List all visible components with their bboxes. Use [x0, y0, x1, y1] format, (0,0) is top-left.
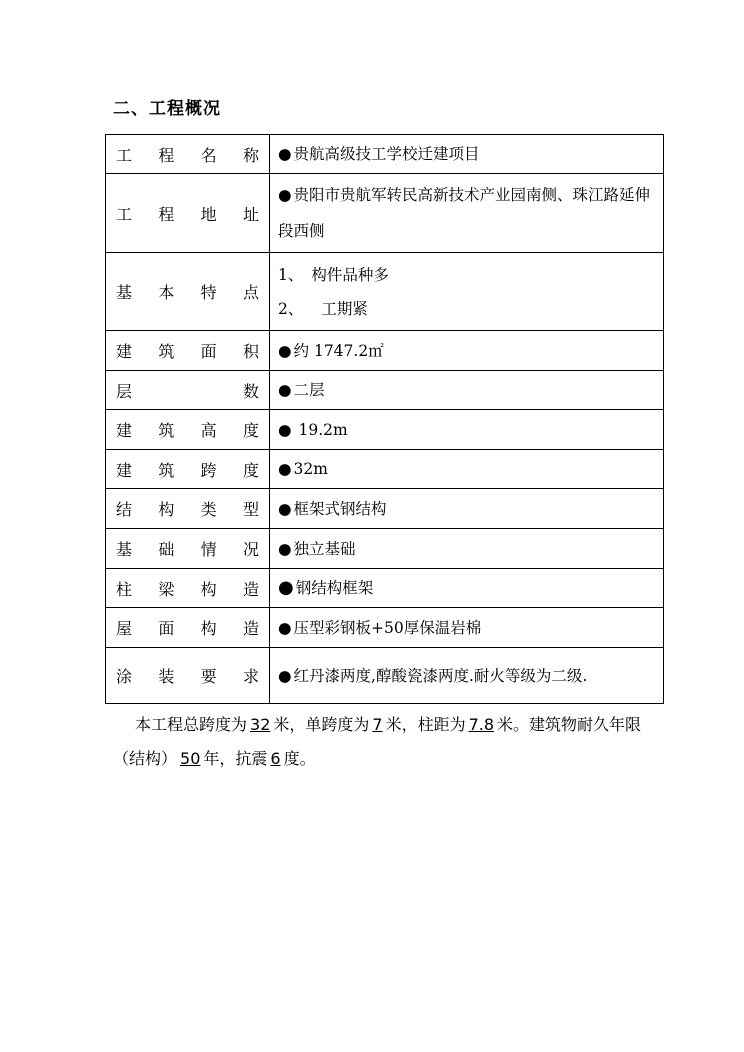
label-char: 况	[242, 540, 259, 559]
label-chars	[116, 537, 259, 560]
row-label	[106, 608, 270, 648]
building-height-value: 19.2m	[298, 420, 348, 439]
table-row	[106, 135, 664, 174]
bullet-icon: ●	[278, 381, 292, 399]
label-char: 基	[116, 283, 133, 302]
label-char: 址	[242, 204, 259, 224]
summary-text: 米，柱距为	[385, 715, 466, 734]
label-char: 求	[242, 667, 259, 686]
label-chars	[116, 339, 259, 362]
label-char: 类	[200, 500, 217, 519]
row-value	[270, 135, 664, 174]
project-address-value: 贵阳市贵航军转民高新技术产业园南侧、珠江路延伸段西侧	[278, 186, 651, 240]
table-row	[106, 174, 664, 253]
label-char: 程	[158, 145, 175, 165]
label-char: 型	[242, 500, 259, 519]
column-spacing-value: 7.8	[468, 715, 495, 734]
label-char: 涂	[116, 667, 133, 686]
row-value	[270, 608, 664, 648]
label-chars	[116, 280, 259, 303]
label-chars	[116, 458, 259, 481]
table-row	[106, 608, 664, 648]
bullet-icon: ●	[278, 186, 292, 204]
row-value	[270, 174, 664, 253]
table-row	[106, 529, 664, 569]
label-char: 屋	[116, 619, 133, 638]
durability-value: 50	[180, 749, 201, 768]
label-char: 跨	[200, 460, 217, 480]
label-char: 程	[158, 204, 175, 224]
label-chars	[116, 577, 259, 600]
structure-type-value: 框架式钢结构	[293, 499, 387, 518]
project-overview-table	[105, 134, 664, 704]
list-number: 1、	[278, 265, 304, 284]
label-chars	[116, 379, 259, 402]
summary-text: 本工程总跨度为	[135, 715, 248, 734]
floors-value: 二层	[293, 381, 325, 399]
summary-text: 米，单跨度为	[273, 715, 370, 734]
table-row	[106, 331, 664, 371]
bullet-icon: ●	[278, 145, 292, 163]
label-char: 称	[242, 145, 259, 165]
label-char: 工	[116, 204, 133, 224]
list-item	[278, 292, 657, 326]
seismic-value: 6	[270, 749, 281, 768]
label-char: 层	[116, 381, 133, 401]
row-label	[106, 174, 270, 253]
column-beam-value: 钢结构框架	[295, 579, 374, 597]
label-char: 建	[116, 421, 133, 440]
label-char: 造	[242, 579, 259, 599]
row-label	[106, 331, 270, 371]
bullet-icon: ●	[278, 341, 292, 360]
row-label	[106, 569, 270, 608]
section-title: 二、工程概况	[113, 99, 221, 119]
row-label	[106, 529, 270, 569]
building-span-value: 32m	[293, 460, 328, 478]
row-label	[106, 648, 270, 704]
label-chars	[116, 143, 259, 166]
label-char: 构	[158, 500, 175, 519]
label-char: 建	[116, 342, 133, 361]
label-chars	[116, 664, 259, 687]
row-label	[106, 135, 270, 174]
row-value	[270, 569, 664, 608]
label-char: 本	[158, 283, 175, 302]
label-char: 特	[200, 283, 217, 302]
label-char: 基	[116, 540, 133, 559]
label-char: 名	[200, 145, 217, 165]
label-char: 筑	[158, 460, 175, 480]
row-label	[106, 371, 270, 410]
label-char: 面	[200, 342, 217, 361]
label-char: 积	[242, 342, 259, 361]
label-char: 造	[242, 619, 259, 638]
label-char: 装	[158, 667, 175, 686]
table-row	[106, 648, 664, 704]
label-char: 工	[116, 145, 133, 165]
single-span-value: 7	[372, 715, 383, 734]
label-char: 梁	[158, 579, 175, 599]
label-chars	[116, 497, 259, 520]
list-text: 构件品种多	[311, 265, 389, 284]
bullet-icon: ●	[278, 577, 294, 598]
label-char: 筑	[158, 421, 175, 440]
table-row	[106, 569, 664, 608]
row-value	[270, 410, 664, 450]
summary-text: 米。建筑物耐久年限（结构）	[113, 715, 642, 768]
bullet-icon: ●	[278, 666, 292, 685]
label-char: 柱	[116, 579, 133, 599]
row-label	[106, 450, 270, 489]
label-chars	[116, 418, 259, 441]
row-label	[106, 253, 270, 331]
row-value	[270, 529, 664, 569]
row-value	[270, 253, 664, 331]
row-value	[270, 331, 664, 371]
foundation-value: 独立基础	[293, 539, 356, 558]
label-char: 础	[158, 540, 175, 559]
floor-area-value: 约 1747.2㎡	[293, 341, 384, 360]
row-label	[106, 410, 270, 450]
label-char: 结	[116, 500, 133, 519]
label-char: 构	[200, 619, 217, 638]
label-char: 要	[200, 667, 217, 686]
label-char: 高	[200, 421, 217, 440]
coating-value: 红丹漆两度,醇酸瓷漆两度.耐火等级为二级.	[293, 666, 588, 685]
label-char: 地	[200, 204, 217, 224]
summary-text: 度。	[283, 749, 316, 768]
row-value	[270, 489, 664, 529]
table-row	[106, 410, 664, 450]
label-chars	[116, 616, 259, 639]
project-name-value: 贵航高级技工学校迁建项目	[293, 145, 480, 163]
label-char: 点	[242, 283, 259, 302]
list-number: 2、	[278, 299, 304, 318]
row-label	[106, 489, 270, 529]
label-chars	[116, 202, 259, 225]
row-value	[270, 371, 664, 410]
label-char: 度	[242, 460, 259, 480]
bullet-icon: ●	[278, 420, 292, 439]
summary-text: 年，抗震	[203, 749, 268, 768]
label-char: 度	[242, 421, 259, 440]
table-row	[106, 253, 664, 331]
table-row	[106, 450, 664, 489]
list-item	[278, 258, 657, 292]
bullet-icon: ●	[278, 539, 292, 558]
table-row	[106, 371, 664, 410]
row-value	[270, 450, 664, 489]
label-char: 建	[116, 460, 133, 480]
table-row	[106, 489, 664, 529]
label-char: 构	[200, 579, 217, 599]
label-char: 数	[242, 381, 259, 401]
summary-paragraph	[113, 708, 653, 776]
total-span-value: 32	[250, 715, 271, 734]
label-char: 面	[158, 619, 175, 638]
label-char: 情	[200, 540, 217, 559]
list-text: 工期紧	[321, 299, 368, 318]
roof-value: 压型彩钢板+50厚保温岩棉	[293, 618, 482, 637]
row-value	[270, 648, 664, 704]
label-char: 筑	[158, 342, 175, 361]
bullet-icon: ●	[278, 618, 292, 637]
bullet-icon: ●	[278, 460, 292, 478]
bullet-icon: ●	[278, 499, 292, 518]
